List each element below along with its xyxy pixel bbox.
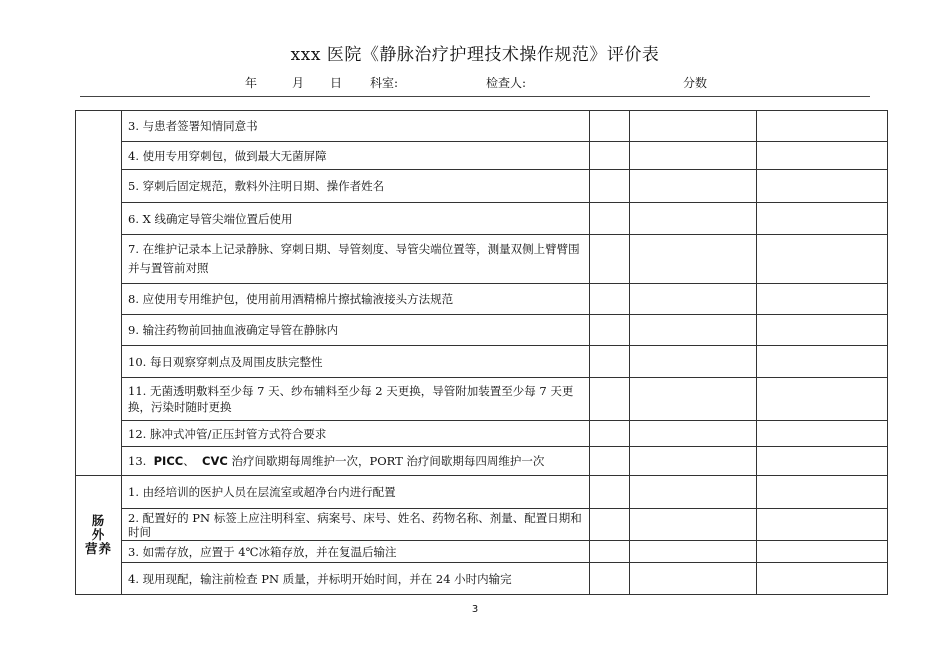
check-cell[interactable] <box>590 378 630 421</box>
remark-cell[interactable] <box>757 142 888 170</box>
year-label: 年 <box>245 76 258 90</box>
score-cell[interactable] <box>630 378 757 421</box>
criterion-item: 10. 每日观察穿刺点及周围皮肤完整性 <box>122 346 590 378</box>
score-cell[interactable] <box>630 509 757 541</box>
criterion-item: 6. X 线确定导管尖端位置后使用 <box>122 203 590 235</box>
criterion-item: 12. 脉冲式冲管/正压封管方式符合要求 <box>122 421 590 447</box>
criterion-item: 3. 如需存放，应置于 4℃冰箱存放，并在复温后输注 <box>122 541 590 563</box>
remark-cell[interactable] <box>757 476 888 509</box>
inspector-label: 检查人: <box>486 76 527 90</box>
table-row <box>76 541 888 563</box>
remark-cell[interactable] <box>757 541 888 563</box>
check-cell[interactable] <box>590 315 630 346</box>
table-row <box>76 111 888 142</box>
table-row <box>76 346 888 378</box>
day-label: 日 <box>330 76 343 90</box>
table-row <box>76 476 888 509</box>
header-meta-line <box>0 74 950 90</box>
criterion-item-13: 13. PICC、 CVC 治疗间歇期每周维护一次，PORT 治疗间歇期每四周维护一次 <box>122 447 590 476</box>
criterion-item: 2. 配置好的 PN 标签上应注明科室、病案号、床号、姓名、药物名称、剂量、配置日期和时间 <box>122 509 590 541</box>
remark-cell[interactable] <box>757 346 888 378</box>
remark-cell[interactable] <box>757 421 888 447</box>
remark-cell[interactable] <box>757 170 888 203</box>
check-cell[interactable] <box>590 346 630 378</box>
score-cell[interactable] <box>630 563 757 595</box>
score-cell[interactable] <box>630 284 757 315</box>
check-cell[interactable] <box>590 541 630 563</box>
table-row <box>76 509 888 541</box>
month-label: 月 <box>292 76 305 90</box>
category-cell-blank <box>76 111 122 476</box>
score-cell[interactable] <box>630 203 757 235</box>
department-label: 科室: <box>370 76 399 90</box>
score-cell[interactable] <box>630 346 757 378</box>
check-cell[interactable] <box>590 170 630 203</box>
table-row <box>76 170 888 203</box>
check-cell[interactable] <box>590 509 630 541</box>
table-row <box>76 203 888 235</box>
table-row <box>76 315 888 346</box>
document-title: xxx 医院《静脉治疗护理技术操作规范》评价表 <box>290 45 660 65</box>
remark-cell[interactable] <box>757 447 888 476</box>
score-cell[interactable] <box>630 170 757 203</box>
criterion-item: 11. 无菌透明敷料至少每 7 天、纱布辅料至少每 2 天更换，导管附加装置至少每 7 天更换，污染时随时更换 <box>122 378 590 421</box>
remark-cell[interactable] <box>757 203 888 235</box>
score-cell[interactable] <box>630 111 757 142</box>
remark-cell[interactable] <box>757 563 888 595</box>
score-cell[interactable] <box>630 235 757 284</box>
check-cell[interactable] <box>590 111 630 142</box>
header-rule <box>80 96 870 97</box>
table-row <box>76 284 888 315</box>
remark-cell[interactable] <box>757 235 888 284</box>
score-cell[interactable] <box>630 541 757 563</box>
table-row <box>76 235 888 284</box>
picc-label: PICC <box>153 454 184 468</box>
check-cell[interactable] <box>590 447 630 476</box>
criterion-item: 5. 穿刺后固定规范，敷料外注明日期、操作者姓名 <box>122 170 590 203</box>
remark-cell[interactable] <box>757 111 888 142</box>
criterion-item: 1. 由经培训的医护人员在层流室或超净台内进行配置 <box>122 476 590 509</box>
criterion-item: 4. 现用现配，输注前检查 PN 质量，并标明开始时间，并在 24 小时内输完 <box>122 563 590 595</box>
table-row <box>76 142 888 170</box>
remark-cell[interactable] <box>757 315 888 346</box>
check-cell[interactable] <box>590 476 630 509</box>
table-row <box>76 378 888 421</box>
check-cell[interactable] <box>590 563 630 595</box>
criterion-item: 8. 应使用专用维护包，使用前用酒精棉片擦拭输液接头方法规范 <box>122 284 590 315</box>
remark-cell[interactable] <box>757 509 888 541</box>
evaluation-table <box>75 110 888 595</box>
criterion-item: 4. 使用专用穿刺包，做到最大无菌屏障 <box>122 142 590 170</box>
table-row <box>76 447 888 476</box>
score-cell[interactable] <box>630 476 757 509</box>
check-cell[interactable] <box>590 203 630 235</box>
score-cell[interactable] <box>630 315 757 346</box>
score-cell[interactable] <box>630 447 757 476</box>
criterion-item: 3. 与患者签署知情同意书 <box>122 111 590 142</box>
category-parenteral-nutrition: 肠 外 营养 <box>76 476 122 595</box>
check-cell[interactable] <box>590 235 630 284</box>
cvc-label: CVC <box>202 454 228 468</box>
score-cell[interactable] <box>630 421 757 447</box>
page-number: 3 <box>471 604 479 615</box>
check-cell[interactable] <box>590 142 630 170</box>
remark-cell[interactable] <box>757 378 888 421</box>
score-cell[interactable] <box>630 142 757 170</box>
check-cell[interactable] <box>590 421 630 447</box>
table-row <box>76 421 888 447</box>
criterion-item: 9. 输注药物前回抽血液确定导管在静脉内 <box>122 315 590 346</box>
remark-cell[interactable] <box>757 284 888 315</box>
table-row <box>76 563 888 595</box>
criterion-item: 7. 在维护记录本上记录静脉、穿刺日期、导管刻度、导管尖端位置等，测量双侧上臂臂围并与置管前对照 <box>122 235 590 284</box>
check-cell[interactable] <box>590 284 630 315</box>
score-label: 分数 <box>683 76 708 90</box>
